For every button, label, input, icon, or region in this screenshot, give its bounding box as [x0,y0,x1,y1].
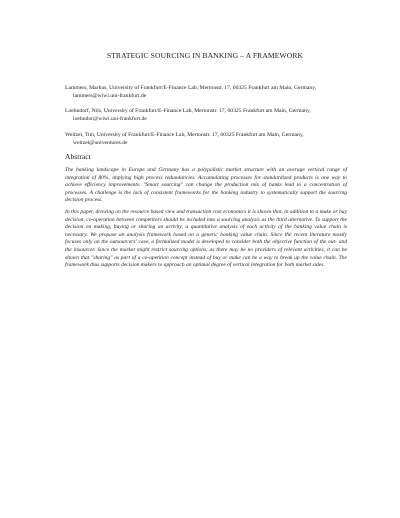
author-affiliation: Weitzel, Tim, University of Frankfurt/E-Finance Lab, Mertonstr. 17, 60325 Frankfurt am Main, Germany, weitzel@univentures.de [65,131,304,146]
paper-title: STRATEGIC SOURCING IN BANKING – A FRAMEWORK [106,51,304,60]
abstract-heading: Abstract [65,152,91,161]
author-affiliation: Lammers, Markus, University of Frankfurt/E-Finance Lab, Mertonstr. 17, 60325 Frankfurt am Main, Germany, lammers@wiwi.uni-frankfurt.de [65,85,317,99]
author-affiliation: Loehndorf, Nils, University of Frankfurt/E-Finance Lab, Mertonstr. 17, 60325 Frankfurt am Main, Germany, loehndor@wiwi.uni-frankfurt.de [65,108,311,123]
abstract-body [65,167,347,274]
author-list [65,85,347,155]
abstract-paragraph: In this paper, drawing on the resource based view and transaction cost economics it is shown that, in addition to a make or buy decision, co-operation between competitors should be included into a sourcing analysis as the third alternative. To support the decision on making, buying or sharing an activity, a quantitative analysis of each activity of the banking value chain is necessary. We propose an analysis framework based on a generic banking value chain. Since the recent literature mostly focuses only on the outsourcers' case, a formalized model is developed to consider both the objective function of the out- and the insourcer. Since the market might restrict sourcing options, as there may be no providers of relevant activities, it can be shown that "sharing" as part of a co-opetition concept instead of buy or make can be a way to break up the value chain. The framework thus supports decision makers to approach an optimal degree of vertical integration for both market sides. [65,209,347,269]
abstract-paragraph: The banking landscape in Europe and Germany has a polypolistic market structure with an average vertical range of integration of 80%, implying high process redundancies. Accumulating processes for standardized products is one way to achieve efficiency improvements. "Smart sourcing" can change the production mix of banks lead to a concentration of processes. A challenge is the lack of consistent frameworks for the banking industry to systematically support the sourcing decision process. [65,167,347,204]
